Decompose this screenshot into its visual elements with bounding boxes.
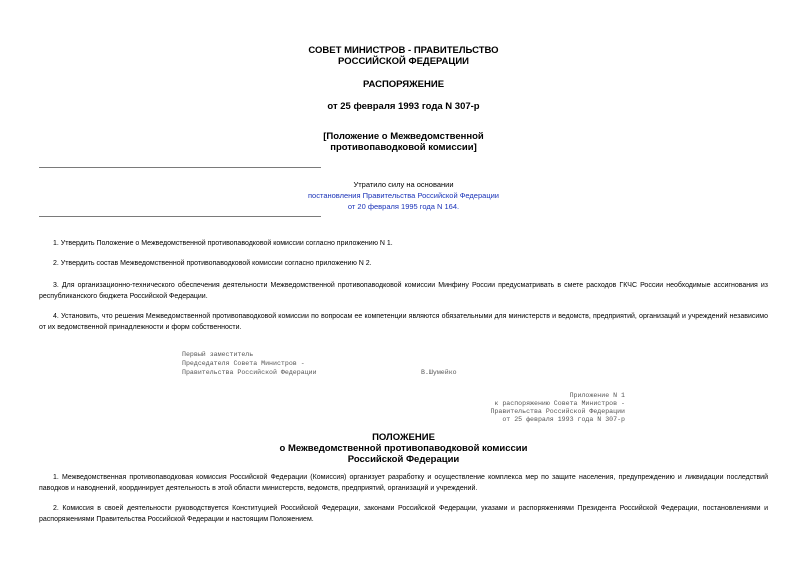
signatory-position-line-3: Правительства Российской Федерации — [182, 369, 317, 376]
order-item-4: 4. Установить, что решения Межведомственной противопаводковой комиссии по вопросам ее компетенции являются обязательными для министерств и ведомств, предприятий, организаций и учреждений независимо от их ведомственной принадлежности и форм собственности. — [39, 313, 768, 332]
regulation-title: ПОЛОЖЕНИЕ — [372, 432, 435, 443]
order-item-1: 1. Утвердить Положение о Межведомственной противопаводковой комиссии согласно приложению N 1. — [53, 240, 393, 247]
regulation-subtitle-2: Российской Федерации — [347, 454, 460, 465]
issuer-line-2: РОССИЙСКОЙ ФЕДЕРАЦИИ — [337, 56, 469, 67]
appendix-ref-line-4: от 25 февраля 1993 года N 307-р — [502, 416, 625, 423]
issuer-line-1: СОВЕТ МИНИСТРОВ - ПРАВИТЕЛЬСТВО — [308, 45, 499, 56]
document-date-number: от 25 февраля 1993 года N 307-р — [327, 101, 480, 112]
order-item-3: 3. Для организационно-технического обеспечения деятельности Межведомственной противопаводковой комиссии Минфину России предусматривать в смете расходов ГКЧС России необходимые ассигнования из республиканского бюджета Российской Федерации. — [39, 282, 768, 301]
divider-top — [39, 167, 321, 168]
signatory-position-line-2: Председателя Совета Министров - — [182, 360, 305, 367]
regulation-item-1: 1. Межведомственная противопаводковая комиссия Российской Федерации (Комиссия) организует разработку и осуществление комплекса мер по защите населения, предупреждению и ликвидации последствий паводков и наводнений, координирует деятельность в этой области министерств, ведомств, предприятий, организаций и учреждений. — [39, 474, 768, 493]
appendix-ref-line-2: к распоряжению Совета Министров - — [494, 400, 625, 407]
appendix-ref-line-1: Приложение N 1 — [569, 392, 625, 399]
order-item-2: 2. Утвердить состав Межведомственной противопаводковой комиссии согласно приложению N 2. — [53, 260, 372, 267]
regulation-subtitle-1: о Межведомственной противопаводковой комиссии — [279, 443, 528, 454]
document-type: РАСПОРЯЖЕНИЕ — [362, 79, 445, 90]
document-title-line-1: [Положение о Межведомственной — [323, 131, 484, 142]
regulation-item-2: 2. Комиссия в своей деятельности руководствуется Конституцией Российской Федерации, законами Российской Федерации, указами и распоряжениями Президента Российской Федерации, постановлениями и распоряжениями Правительства Российской Федерации и настоящим Положением. — [39, 505, 768, 524]
appendix-ref-line-3: Правительства Российской Федерации — [490, 408, 625, 415]
divider-bottom — [39, 216, 321, 217]
signatory-position-line-1: Первый заместитель — [182, 351, 254, 358]
repeal-link-line-2[interactable]: от 20 февраля 1995 года N 164. — [347, 202, 460, 211]
signatory-name: В.Шумейко — [421, 369, 457, 376]
document-title-line-2: противопаводковой комиссии] — [330, 142, 477, 153]
status-note-text: Утратило силу на основании — [353, 180, 454, 189]
repeal-link-line-1[interactable]: постановления Правительства Российской Федерации — [307, 191, 499, 200]
